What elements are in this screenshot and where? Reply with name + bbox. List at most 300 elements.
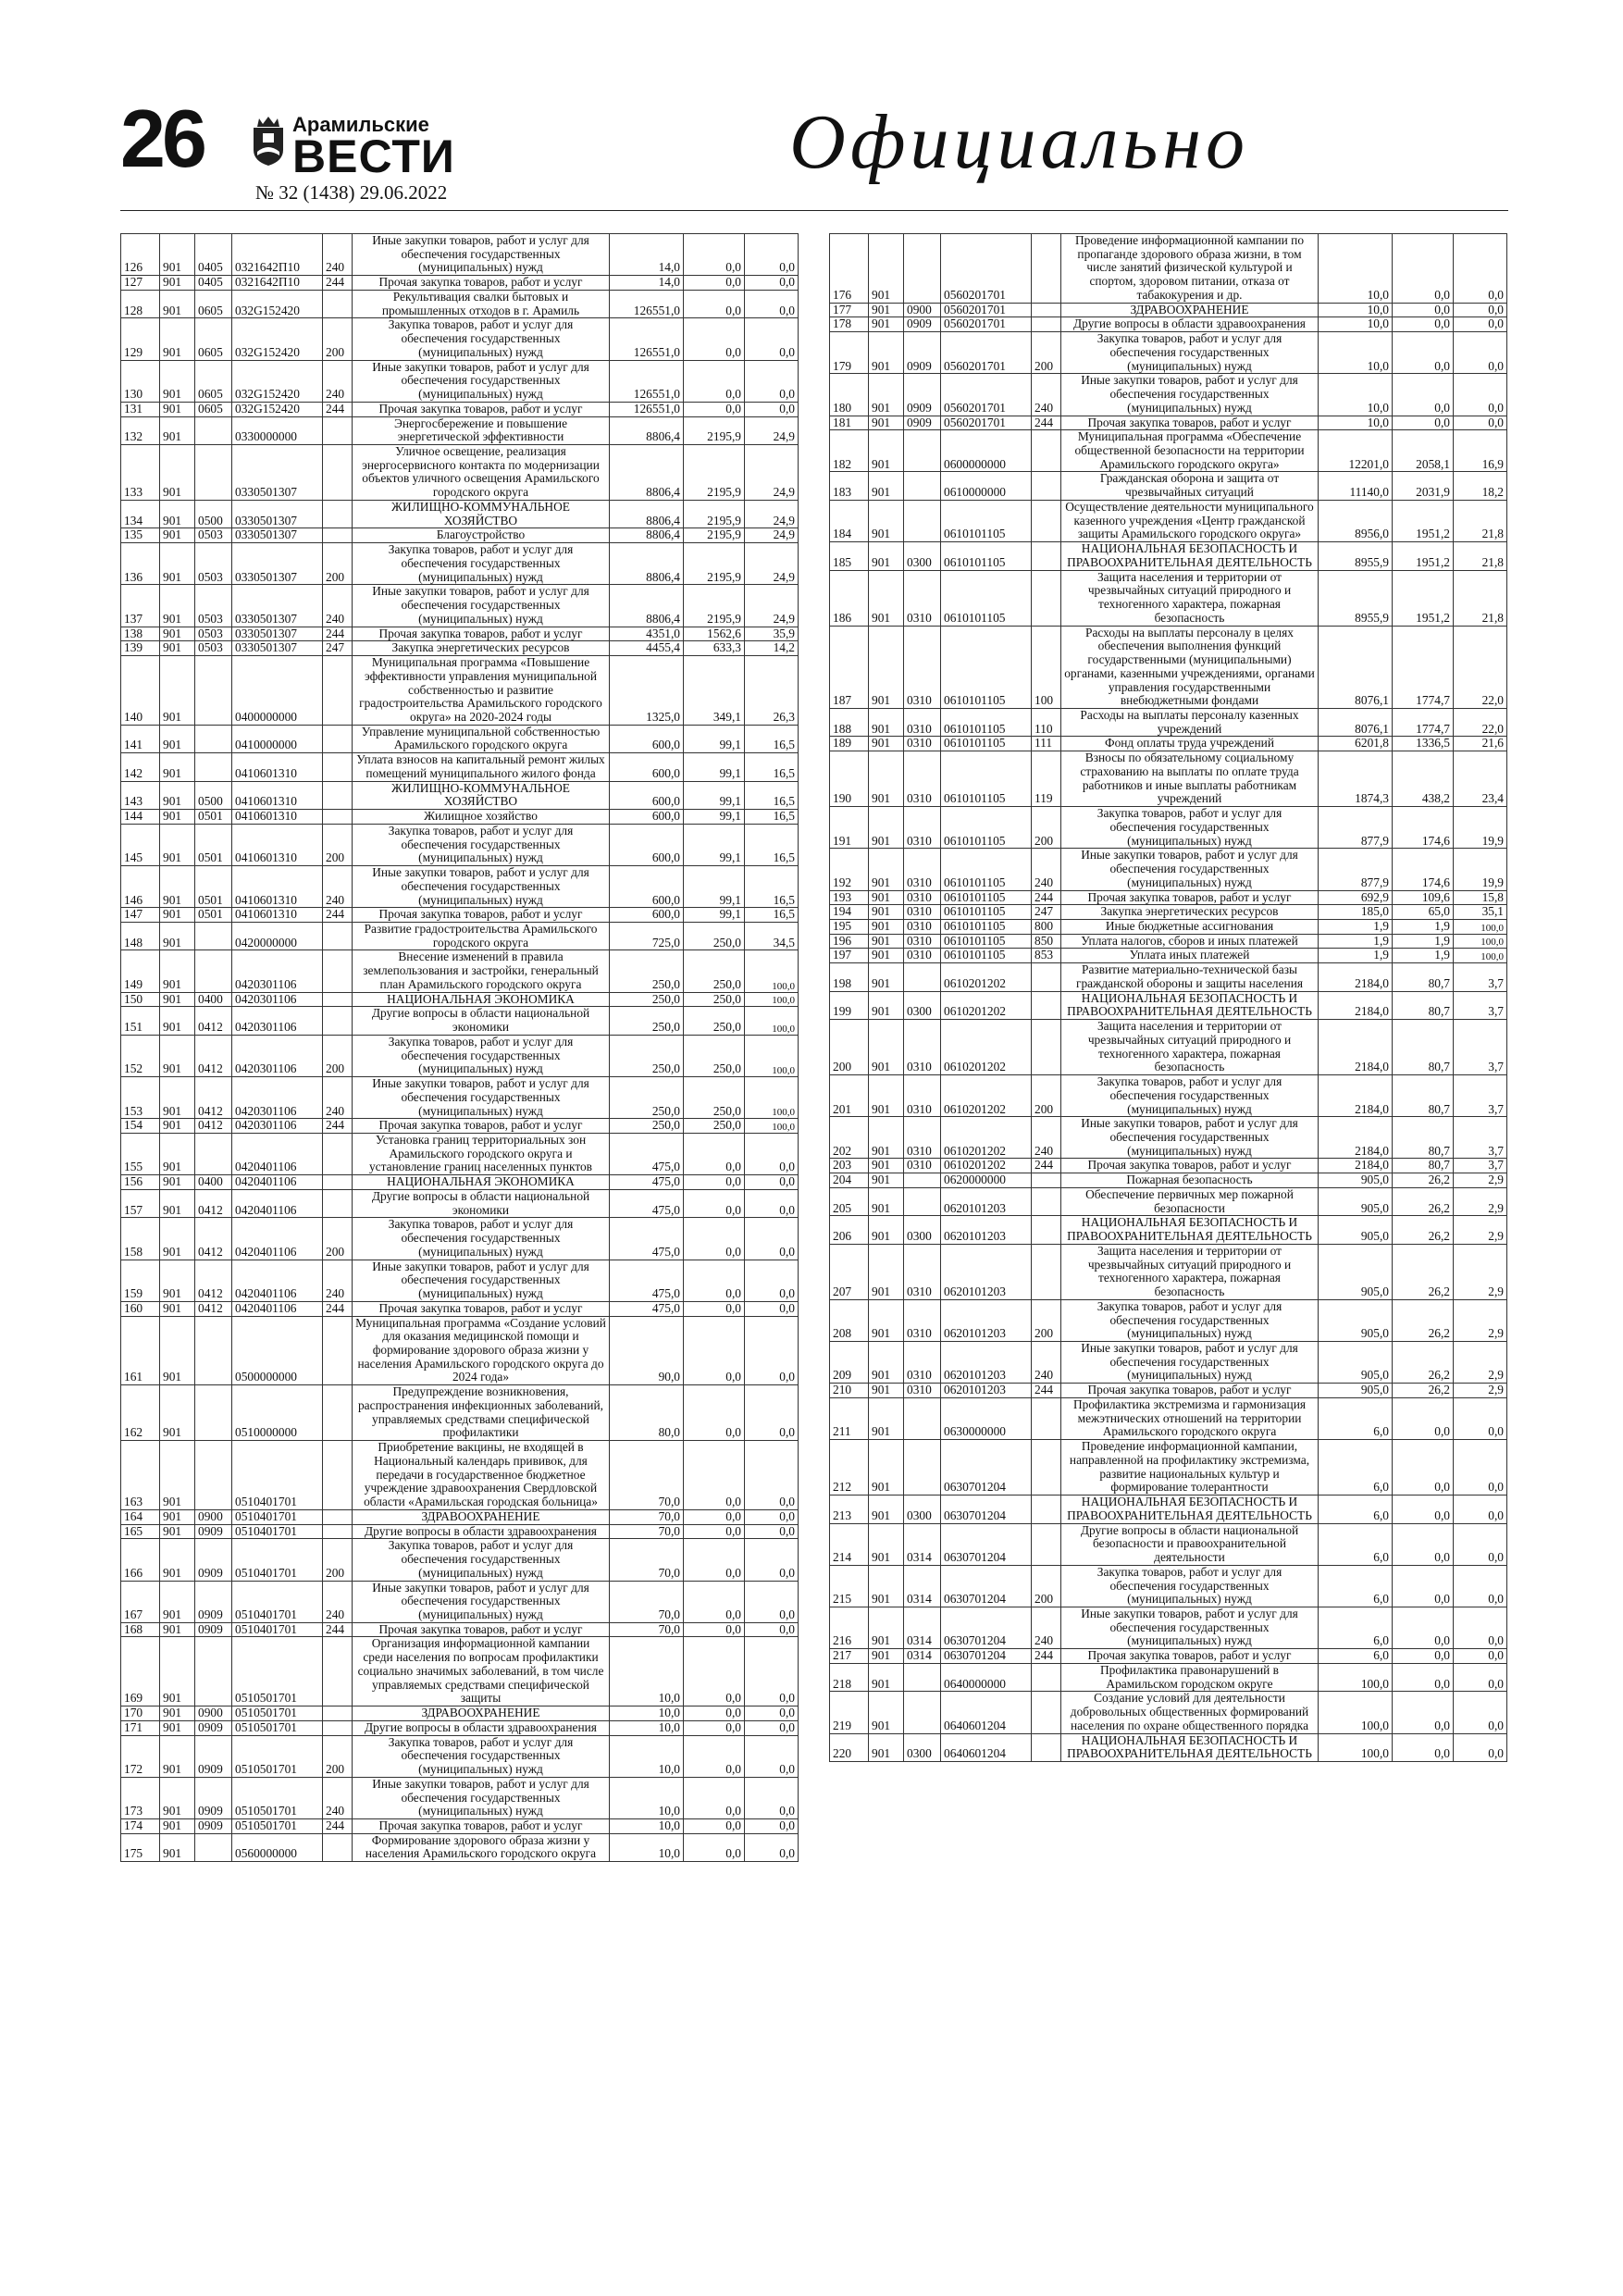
row-number: 213 [830,1496,869,1523]
percent-executed: 0,0 [745,290,799,317]
expense-type [323,992,353,1007]
table-row [121,1119,799,1134]
percent-executed: 0,0 [745,360,799,402]
row-number: 186 [830,570,869,626]
target-code: 0610201202 [941,963,1032,991]
table-row [121,1218,799,1260]
percent-executed: 0,0 [1454,234,1507,304]
table-row [830,472,1507,500]
percent-executed: 16,5 [745,866,799,908]
item-description: ЖИЛИЩНО-КОММУНАЛЬНОЕ ХОЗЯЙСТВО [353,500,610,527]
executed-amount: 0,0 [1393,317,1454,332]
target-code: 0510401701 [232,1539,323,1581]
expense-type: 853 [1032,949,1061,963]
ministry-code: 901 [160,1833,195,1861]
row-number: 197 [830,949,869,963]
section-code: 0310 [904,708,941,736]
table-row [830,963,1507,991]
row-number: 190 [830,751,869,807]
ministry-code: 901 [160,500,195,527]
ministry-code: 901 [160,445,195,501]
expense-type [1032,1397,1061,1439]
row-number: 210 [830,1384,869,1398]
target-code: 0560201701 [941,234,1032,304]
ministry-code: 901 [869,416,904,430]
target-code: 0410601310 [232,866,323,908]
percent-executed: 19,9 [1454,807,1507,849]
table-row [121,1260,799,1301]
plan-amount: 10,0 [1319,303,1393,317]
target-code: 0560201701 [941,303,1032,317]
section-code: 0310 [904,1075,941,1117]
target-code: 0610101105 [941,708,1032,736]
target-code: 0510401701 [232,1622,323,1637]
percent-executed: 35,9 [745,627,799,641]
section-code [904,1663,941,1691]
executed-amount: 1562,6 [684,627,745,641]
item-description: Развитие градостроительства Арамильского городского округа [353,922,610,949]
row-number: 207 [830,1244,869,1299]
section-code: 0310 [904,934,941,949]
ministry-code: 901 [160,641,195,656]
section-code: 0412 [195,1301,232,1316]
percent-executed: 0,0 [1454,1733,1507,1761]
expense-type: 200 [323,1735,353,1777]
target-code: 032G152420 [232,290,323,317]
row-number: 171 [121,1720,160,1735]
item-description: Энергосбережение и повышение энергетической эффективности [353,416,610,444]
target-code: 0610101105 [941,500,1032,541]
ministry-code: 901 [869,963,904,991]
plan-amount: 600,0 [610,866,684,908]
item-description: НАЦИОНАЛЬНАЯ БЕЗОПАСНОСТЬ И ПРАВООХРАНИТЕЛЬНАЯ ДЕЯТЕЛЬНОСТЬ [1061,1216,1319,1244]
ministry-code: 901 [869,500,904,541]
percent-executed: 100,0 [745,1077,799,1119]
percent-executed: 0,0 [1454,1663,1507,1691]
plan-amount: 70,0 [610,1524,684,1539]
item-description: Прочая закупка товаров, работ и услуг [1061,1384,1319,1398]
table-row [121,627,799,641]
item-description: Прочая закупка товаров, работ и услуг [1061,1159,1319,1173]
percent-executed: 0,0 [745,1581,799,1622]
plan-amount: 10,0 [610,1818,684,1833]
ministry-code: 901 [869,1440,904,1496]
expense-type [323,500,353,527]
target-code: 0420401106 [232,1260,323,1301]
plan-amount: 2184,0 [1319,1075,1393,1117]
item-description: ЖИЛИЩНО-КОММУНАЛЬНОЕ ХОЗЯЙСТВО [353,781,610,809]
percent-executed: 0,0 [745,1260,799,1301]
table-row [121,1777,799,1818]
expense-type: 200 [1032,1075,1061,1117]
section-code [195,725,232,752]
item-description: Иные закупки товаров, работ и услуг для обеспечения государственных (муниципальных) нужд [353,866,610,908]
target-code: 0420401106 [232,1301,323,1316]
section-code: 0500 [195,781,232,809]
ministry-code: 901 [160,992,195,1007]
plan-amount: 2184,0 [1319,1020,1393,1075]
ministry-code: 901 [869,472,904,500]
item-description: Прочая закупка товаров, работ и услуг [353,402,610,416]
target-code: 0610000000 [941,472,1032,500]
section-code: 0310 [904,1159,941,1173]
item-description: Другие вопросы в области здравоохранения [353,1524,610,1539]
expense-type: 200 [323,1035,353,1076]
target-code: 0610201202 [941,991,1032,1019]
target-code: 0630701204 [941,1607,1032,1648]
item-description: Расходы на выплаты персоналу казенных учреждений [1061,708,1319,736]
expense-type: 800 [1032,919,1061,934]
table-row [830,416,1507,430]
target-code: 0400000000 [232,656,323,726]
ministry-code: 901 [160,810,195,825]
table-row [830,1440,1507,1496]
ministry-code: 901 [869,1299,904,1341]
executed-amount: 26,2 [1393,1244,1454,1299]
item-description: Иные закупки товаров, работ и услуг для обеспечения государственных (муниципальных) нужд [353,234,610,276]
item-description: Пожарная безопасность [1061,1173,1319,1188]
percent-executed: 0,0 [1454,1607,1507,1648]
row-number: 134 [121,500,160,527]
table-row [121,992,799,1007]
executed-amount: 250,0 [684,922,745,949]
executed-amount: 26,2 [1393,1299,1454,1341]
ministry-code: 901 [869,991,904,1019]
target-code: 0330501307 [232,528,323,543]
executed-amount: 0,0 [684,1524,745,1539]
percent-executed: 100,0 [745,1035,799,1076]
plan-amount: 725,0 [610,922,684,949]
executed-amount: 80,7 [1393,963,1454,991]
item-description: Иные закупки товаров, работ и услуг для обеспечения государственных (муниципальных) нужд [353,1581,610,1622]
expense-type [323,1706,353,1721]
item-description: Иные закупки товаров, работ и услуг для обеспечения государственных (муниципальных) нужд [353,1777,610,1818]
ministry-code: 901 [160,627,195,641]
section-code: 0909 [195,1524,232,1539]
table-row [121,234,799,276]
row-number: 128 [121,290,160,317]
plan-amount: 100,0 [1319,1692,1393,1733]
section-code [195,922,232,949]
table-row [830,737,1507,751]
item-description: Закупка товаров, работ и услуг для обеспечения государственных (муниципальных) нужд [1061,1299,1319,1341]
table-row [830,374,1507,416]
plan-amount: 2184,0 [1319,991,1393,1019]
executed-amount: 0,0 [684,1539,745,1581]
executed-amount: 0,0 [684,360,745,402]
expense-type: 244 [323,402,353,416]
plan-amount: 2184,0 [1319,963,1393,991]
executed-amount: 99,1 [684,725,745,752]
executed-amount: 26,2 [1393,1216,1454,1244]
row-number: 179 [830,332,869,374]
percent-executed: 16,5 [745,810,799,825]
percent-executed: 35,1 [1454,905,1507,920]
table-row [121,1720,799,1735]
table-row [121,1622,799,1637]
executed-amount: 1951,2 [1393,570,1454,626]
target-code: 0500000000 [232,1316,323,1385]
section-code [195,445,232,501]
percent-executed: 16,5 [745,781,799,809]
percent-executed: 16,5 [745,725,799,752]
item-description: Проведение информационной кампании, направленной на профилактику экстремизма, развитие национальных культур и формирование толерантности [1061,1440,1319,1496]
budget-table-left [120,233,799,1862]
percent-executed: 24,9 [745,528,799,543]
item-description: Прочая закупка товаров, работ и услуг [353,276,610,291]
section-code [195,656,232,726]
item-description: Иные закупки товаров, работ и услуг для обеспечения государственных (муниципальных) нужд [1061,374,1319,416]
item-description: Уплата взносов на капитальный ремонт жилых помещений муниципального жилого фонда [353,753,610,781]
plan-amount: 6,0 [1319,1649,1393,1664]
section-code: 0310 [904,626,941,708]
executed-amount: 0,0 [1393,1649,1454,1664]
section-code: 0605 [195,360,232,402]
executed-amount: 349,1 [684,656,745,726]
ministry-code: 901 [160,1524,195,1539]
executed-amount: 0,0 [1393,1523,1454,1565]
target-code: 0510501701 [232,1777,323,1818]
expense-type [1032,1244,1061,1299]
row-number: 208 [830,1299,869,1341]
target-code: 0330501307 [232,543,323,585]
row-number: 187 [830,626,869,708]
newspaper-logo [250,105,481,189]
target-code: 0610101105 [941,542,1032,570]
section-code: 0310 [904,1299,941,1341]
plan-amount: 70,0 [610,1539,684,1581]
table-row [121,922,799,949]
executed-amount: 174,6 [1393,849,1454,890]
percent-executed: 0,0 [745,1175,799,1190]
section-code: 0310 [904,1244,941,1299]
plan-amount: 250,0 [610,950,684,992]
expense-type: 200 [323,1539,353,1581]
section-code: 0412 [195,1260,232,1301]
executed-amount: 80,7 [1393,1117,1454,1159]
plan-amount: 1325,0 [610,656,684,726]
target-code: 0510501701 [232,1720,323,1735]
row-number: 162 [121,1385,160,1441]
table-row [121,641,799,656]
expense-type: 240 [1032,1607,1061,1648]
percent-executed: 0,0 [745,1301,799,1316]
section-code [904,1440,941,1496]
ministry-code: 901 [869,751,904,807]
plan-amount: 6,0 [1319,1565,1393,1607]
row-number: 215 [830,1565,869,1607]
table-row [121,1301,799,1316]
executed-amount: 0,0 [684,290,745,317]
percent-executed: 100,0 [1454,934,1507,949]
table-row [830,949,1507,963]
percent-executed: 100,0 [745,1119,799,1134]
table-row [830,332,1507,374]
percent-executed: 23,4 [1454,751,1507,807]
row-number: 149 [121,950,160,992]
plan-amount: 475,0 [610,1189,684,1217]
executed-amount: 1951,2 [1393,500,1454,541]
executed-amount: 2195,9 [684,585,745,627]
plan-amount: 10,0 [1319,234,1393,304]
target-code: 0630000000 [941,1397,1032,1439]
section-code: 0310 [904,1342,941,1384]
expense-type [323,725,353,752]
plan-amount: 905,0 [1319,1216,1393,1244]
section-code: 0314 [904,1607,941,1648]
plan-amount: 905,0 [1319,1244,1393,1299]
item-description: ЗДРАВООХРАНЕНИЕ [353,1706,610,1721]
percent-executed: 0,0 [745,318,799,360]
section-code: 0310 [904,919,941,934]
plan-amount: 8806,4 [610,416,684,444]
expense-type [1032,500,1061,541]
table-row [830,1663,1507,1691]
target-code: 0510401701 [232,1524,323,1539]
plan-amount: 600,0 [610,725,684,752]
section-code [904,1187,941,1215]
plan-amount: 6,0 [1319,1440,1393,1496]
item-description: Муниципальная программа «Обеспечение общественной безопасности на территории Арамильского городского округа» [1061,430,1319,472]
executed-amount: 0,0 [1393,1607,1454,1648]
row-number: 192 [830,849,869,890]
expense-type: 244 [1032,416,1061,430]
ministry-code: 901 [869,1565,904,1607]
expense-type: 244 [323,276,353,291]
target-code: 0510501701 [232,1706,323,1721]
ministry-code: 901 [869,1496,904,1523]
table-row [121,1441,799,1510]
expense-type [323,1385,353,1441]
ministry-code: 901 [869,374,904,416]
plan-amount: 10,0 [610,1777,684,1818]
row-number: 175 [121,1833,160,1861]
section-code: 0314 [904,1565,941,1607]
plan-amount: 905,0 [1319,1384,1393,1398]
table-row [830,890,1507,905]
plan-amount: 600,0 [610,753,684,781]
section-code: 0501 [195,824,232,865]
executed-amount: 250,0 [684,1007,745,1035]
executed-amount: 99,1 [684,810,745,825]
ministry-code: 901 [869,1397,904,1439]
table-row [121,656,799,726]
item-description: Защита населения и территории от чрезвычайных ситуаций природного и техногенного характера, пожарная безопасность [1061,1244,1319,1299]
table-row [830,849,1507,890]
row-number: 158 [121,1218,160,1260]
item-description: Закупка товаров, работ и услуг для обеспечения государственных (муниципальных) нужд [353,1035,610,1076]
expense-type: 200 [323,318,353,360]
expense-type: 240 [1032,1117,1061,1159]
percent-executed: 2,9 [1454,1187,1507,1215]
executed-amount: 0,0 [684,1189,745,1217]
table-row [830,1342,1507,1384]
row-number: 144 [121,810,160,825]
percent-executed: 0,0 [1454,317,1507,332]
item-description: Приобретение вакцины, не входящей в Национальный календарь прививок, для передачи в государственное бюджетное учреждение здравоохранения Свердловской области «Арамильская городская больница» [353,1441,610,1510]
expense-type [1032,430,1061,472]
executed-amount: 0,0 [684,1581,745,1622]
expense-type [323,445,353,501]
table-row [121,1007,799,1035]
target-code: 0640601204 [941,1692,1032,1733]
target-code: 0410601310 [232,753,323,781]
expense-type [1032,570,1061,626]
target-code: 0510501701 [232,1637,323,1706]
target-code: 0640601204 [941,1733,1032,1761]
plan-amount: 126551,0 [610,360,684,402]
expense-type: 244 [1032,1384,1061,1398]
table-row [121,416,799,444]
section-code: 0310 [904,1020,941,1075]
plan-amount: 905,0 [1319,1299,1393,1341]
row-number: 131 [121,402,160,416]
expense-type [323,528,353,543]
ministry-code: 901 [869,1342,904,1384]
row-number: 199 [830,991,869,1019]
table-row [830,234,1507,304]
executed-amount: 0,0 [684,276,745,291]
target-code: 0630701204 [941,1523,1032,1565]
table-row [121,500,799,527]
row-number: 194 [830,905,869,920]
expense-type: 240 [1032,849,1061,890]
ministry-code: 901 [160,1175,195,1190]
row-number: 209 [830,1342,869,1384]
percent-executed: 16,9 [1454,430,1507,472]
executed-amount: 1774,7 [1393,626,1454,708]
plan-amount: 877,9 [1319,807,1393,849]
target-code: 0330000000 [232,416,323,444]
ministry-code: 901 [869,1244,904,1299]
executed-amount: 1774,7 [1393,708,1454,736]
executed-amount: 2031,9 [1393,472,1454,500]
row-number: 161 [121,1316,160,1385]
target-code: 032G152420 [232,318,323,360]
section-code [904,1173,941,1188]
ministry-code: 901 [869,890,904,905]
percent-executed: 21,8 [1454,542,1507,570]
item-description: Прочая закупка товаров, работ и услуг [353,908,610,923]
expense-type [1032,1187,1061,1215]
plan-amount: 1,9 [1319,949,1393,963]
expense-type [1032,1692,1061,1733]
table-row [830,1649,1507,1664]
item-description: Закупка товаров, работ и услуг для обеспечения государственных (муниципальных) нужд [353,1735,610,1777]
table-row [830,1117,1507,1159]
percent-executed: 15,8 [1454,890,1507,905]
executed-amount: 0,0 [1393,332,1454,374]
plan-amount: 6,0 [1319,1607,1393,1648]
row-number: 127 [121,276,160,291]
expense-type [323,1441,353,1510]
item-description: Создание условий для деятельности добровольных общественных формирований населения по охране общественного порядка [1061,1692,1319,1733]
ministry-code: 901 [160,1720,195,1735]
target-code: 0610201202 [941,1020,1032,1075]
table-row [830,1216,1507,1244]
section-code: 0310 [904,1384,941,1398]
executed-amount: 80,7 [1393,991,1454,1019]
section-code: 0310 [904,1117,941,1159]
row-number: 166 [121,1539,160,1581]
row-number: 170 [121,1706,160,1721]
row-number: 129 [121,318,160,360]
target-code: 0610101105 [941,934,1032,949]
issue-info: № 32 (1438) 29.06.2022 [255,181,448,204]
table-row [121,1524,799,1539]
section-code: 0400 [195,992,232,1007]
target-code: 0330501307 [232,445,323,501]
